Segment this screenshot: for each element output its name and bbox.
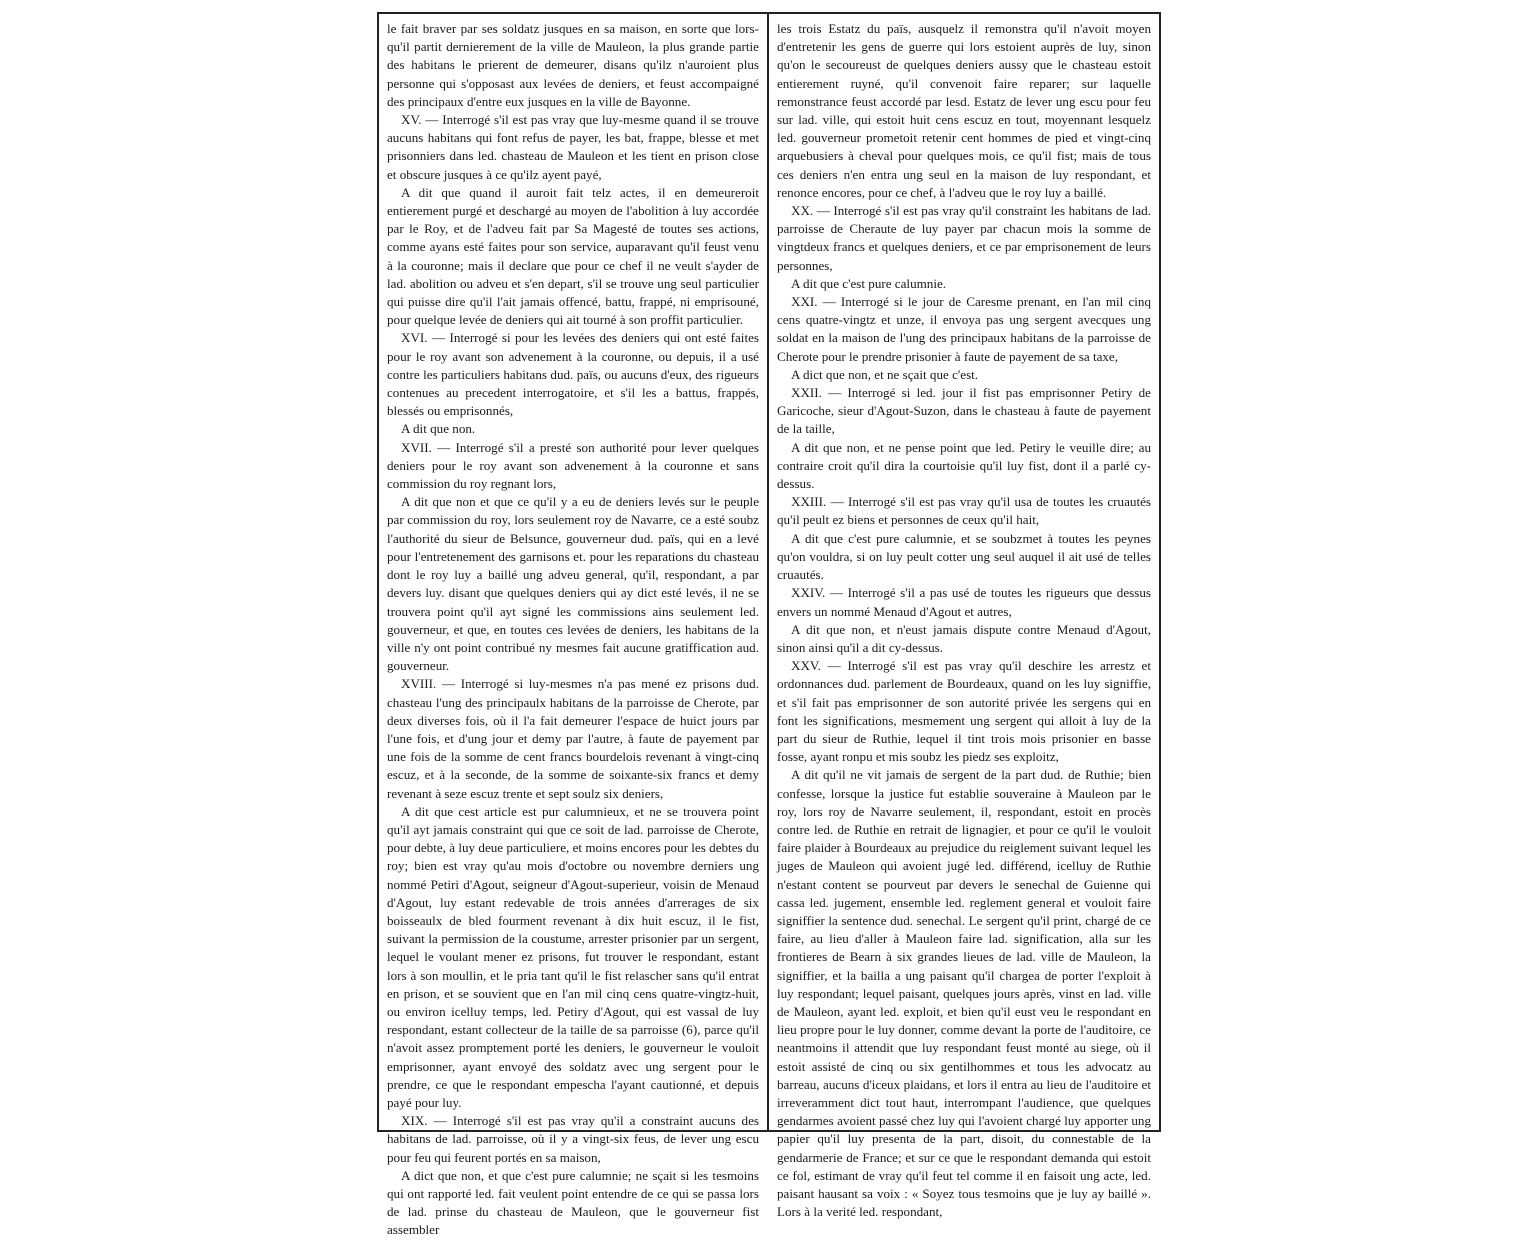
paragraph: XXIV. — Interrogé s'il a pas usé de toutes les rigueurs que dessus envers un nommé Menaud d'Agout et autres, <box>777 585 1151 619</box>
paragraph: XIX. — Interrogé s'il est pas vray qu'il a constraint aucuns des habitans de lad. parroisse, où il y a vingt-six feus, de lever ung escu pour feu qui feurent portés en sa maison, <box>387 1113 759 1165</box>
paragraph: A dit que quand il auroit fait telz actes, il en demeureroit entierement purgé et deschargé au moyen de l'abolition à luy accordée par le Roy, et de l'adveu fait par Sa Magesté de toutes ses actions, comme ayans esté faites pour son service, auparavant qu'il feust venu à la couronne; mais il declare que pour ce chef il ne veult s'ayder de lad. abolition ou adveu et s'en depart, s'il se trouve ung seul particulier qui puisse dire qu'il l'ait jamais offencé, battu, frappé, ni emprisouné, pour quelque levée de deniers qui ait tourné à son proffit particulier. <box>387 184 759 328</box>
paragraph: XVII. — Interrogé s'il a presté son authorité pour lever quelques deniers pour le roy avant son advenement à la couronne et sans commission du roy regnant lors, <box>387 439 759 492</box>
paragraph: A dit que cest article est pur calumnieux, et ne se trouvera point qu'il ayt jamais constraint qui que ce soit de lad. parroisse de Cherote, pour debte, à luy deue particuliere, et moins encores pour les debtes du roy; bien est vray qu'au mois d'octobre ou novembre derniers ung nommé Petiri d'Agout, seigneur d'Agout-superieur, voisin de Menaud d'Agout, luy estant redevable de trois années d'arrerages de six boisseaulx de bled fourment revenant à dix huit escuz, il le fist, suivant la permission de la coustume, arrester prisonier par un sergent, lequel le voulant mener ez prisons, fut trouver le respondant, estant lors à son moullin, et le pria tant qu'il le fist relascher sans qu'il entrat en prison, et se souvient que en l'an mil cinq cens quatre-vingtz-huit, ou environ icelluy temps, led. Petiry d'Agout, qui est vassal de luy respondant, estant collecteur de la taille de sa parroisse (6), parce qu'il n'avoit assez promptement porté les deniers, le gouverneur le vouloit emprisonner, ayant envoyé des soldatz avec ung sergent pour le prendre, ce que le respondant empescha l'ayant cautionné, et depuis payé pour luy. <box>387 803 759 1110</box>
paragraph: les trois Estatz du païs, ausquelz il remonstra qu'il n'avoit moyen d'entretenir les gens de guerre qui lors estoient auprès de luy, sinon qu'on le secoureust de quelques deniers aussy que le chasteau estoit entierement ruyné, qu'il convenoit faire reparer; sur laquelle remonstrance feust accordé par lesd. Estatz de lever ung escu pour feu sur lad. ville, qui estoit huit cens escuz en tout, moyennant lesquelz led. gouverneur prometoit retenir cent hommes de pied et vingt-cinq arquebusiers à cheval pour quelques mois, ce qu'il fist; mais de tous ces deniers n'en entra ung seul en la maison de luy respondant, et renonce encores, pour ce chef, à l'adveu que le roy luy a baillé. <box>777 21 1151 200</box>
paragraph: A dict que non, et que c'est pure calumnie; ne sçait si les tesmoins qui ont rapporté led. fait veulent point entendre de ce qui se passa lors de lad. prinse du chasteau de Mauleon, que le gouverneur fist assembler <box>387 1167 759 1238</box>
paragraph: A dit que non. <box>401 421 476 437</box>
paragraph: XXII. — Interrogé si led. jour il fist pas emprisonner Petiry de Garicoche, sieur d'Agout-Suzon, dans le chasteau à faute de payement de la taille, <box>777 385 1151 437</box>
paragraph: A dit que non et que ce qu'il y a eu de deniers levés sur le peuple par commission du roy, lors seulement roy de Navarre, ce a esté soubz l'authorité du sieur de Belsunce, gouverneur dud. païs, qui en a levé pour l'entretenement des garnisons et. pour les reparations du chasteau dont le roy luy a baillé ung adveu general, qu'il, respondant, a par devers luy. disant que quelques deniers qui ay dict esté levés, il ne se trouvera point qu'il ayt signé les commissions ains seulement led. gouverneur, et que, en toutes ces levées de deniers, les habitans de la ville n'y ont point contribué ny mesmes fait aucune gratiffication aud. gouverneur. <box>387 494 759 674</box>
paragraph: le fait braver par ses soldatz jusques en sa maison, en sorte que lors-qu'il partit dernierement de la ville de Mauleon, la plus grande partie des habitans le prierent de demeurer, disans qu'ilz n'auroient plus personne qui s'opposast aux levées de deniers, et feust accompaigné des principaux d'entre eux jusques en la ville de Bayonne. <box>387 21 759 109</box>
right-column <box>769 14 1159 1220</box>
paragraph: A dict que non, et ne sçait que c'est. <box>791 366 979 382</box>
paragraph: A dit qu'il ne vit jamais de sergent de la part dud. de Ruthie; bien confesse, lorsque la justice fut establie souveraine à Mauleon par le roy, lors roy de Navarre seulement, il, respondant, estoit en procès contre led. de Ruthie en retrait de lignagier, et pour ce qu'il le vouloit faire plaider à Bourdeaux au prejudice du reiglement suivant lequel les juges de Mauleon qui avoient jugé led. différend, icelluy de Ruthie n'estant content se pourveut par devers le senechal de Guienne qui cassa led. jugement, ensemble led. reglement general et vouloit faire signiffier la sentence dud. senechal. Le sergent qu'il print, chargé de ce faire, au lieu d'aller à Mauleon faire lad. signification, alla sur les frontieres de Bearn à six grandes lieues de lad. ville de Mauleon, la signiffier, et la bailla a ung paisant qu'il chargea de porter l'exploit à luy respondant; lequel paisant, quelques jours après, vinst en lad. ville de Mauleon, ayant led. exploit, et bien qu'il eust veu le respondant en lieu propre pour le luy donner, comme devant la porte de l'auditoire, ce neantmoins il attendit que luy respondant feust monté au siege, où il estoit assisté de cinq ou six gentilhommes et tous les advocatz au barreau, aucuns d'iceux plaidans, et lors il entra au lieu de l'auditoire et irreveramment dict tout haut, interrompant l'audience, que quelques gendarmes avoient passé chez luy qui l'avoient chargé luy apporter ung papier qu'il luy presenta de la part, disoit, du connestable de la gendarmerie de France; et sur ce que le respondant demanda qui estoit ce fol, estimant de vray qu'il feut tel comme il en faisoit ung acte, led. paisant hausant sa voix : « Soyez tous tesmoins que je luy ay baillé ». Lors à la verité led. respondant, <box>777 767 1151 1220</box>
paragraph: XX. — Interrogé s'il est pas vray qu'il constraint les habitans de lad. parroisse de Cheraute de luy payer par chacun mois la somme de vingtdeux francs et quelques deniers, et ce par emprisonement de leurs personnes, <box>777 203 1151 273</box>
paragraph: A dit que c'est pure calumnie. <box>791 275 947 291</box>
left-column <box>379 14 769 1238</box>
paragraph: XVIII. — Interrogé si luy-mesmes n'a pas mené ez prisons dud. chasteau l'ung des principaulx habitans de la parroisse de Cherote, par deux diverses fois, où il l'a fait demeurer l'espace de huict jours par l'une fois, et d'ung jour et demy par l'autre, à faute de payement par une fois de la somme de cent francs bourdelois revenant à vingt-cinq escuz, et à la seconde, de la somme de soixante-six francs et demy revenant à seze escuz trente et sept soulz six deniers, <box>387 676 759 801</box>
paragraph: XXIII. — Interrogé s'il est pas vray qu'il usa de toutes les cruautés qu'il peult ez biens et personnes de ceux qu'il hait, <box>777 494 1151 528</box>
paragraph: A dit que non, et ne pense point que led. Petiry le veuille dire; au contraire croit qu'il dira la courtoisie qu'il luy fist, dont il a parlé cy-dessus. <box>777 439 1151 492</box>
paragraph: A dit que non, et n'eust jamais dispute contre Menaud d'Agout, sinon ainsi qu'il a dit cy-dessus. <box>777 621 1151 655</box>
paragraph: XVI. — Interrogé si pour les levées des deniers qui ont esté faites pour le roy avant son advenement à la couronne, ou depuis, il a usé contre les particuliers habitans dud. païs, ou aucuns d'eux, des rigueurs contenues au precedent interrogatoire, et s'il les a battus, frappés, blessés ou emprisonnés, <box>387 330 759 419</box>
paragraph: A dit que c'est pure calumnie, et se soubzmet à toutes les peynes qu'on vouldra, si on luy peult cotter ung seul auquel il ait usé de telles cruautés. <box>777 530 1151 583</box>
paragraph: XXI. — Interrogé si le jour de Caresme prenant, en l'an mil cinq cens quatre-vingtz et unze, il envoya pas ung sergent avecques ung soldat en la maison de l'ung des principaux habitans de la parroisse de Cherote pour le prendre prisonier à faute de payement de sa taxe, <box>777 294 1151 364</box>
document-frame <box>377 12 1161 1238</box>
paragraph: XV. — Interrogé s'il est pas vray que luy-mesme quand il se trouve aucuns habitans qui font refus de payer, les bat, frappe, blesse et met prisonniers dans led. chasteau de Mauleon et les tient en prison close et obscure jusques à ce qu'ilz ayent payé, <box>387 112 759 182</box>
paragraph: XXV. — Interrogé s'il est pas vray qu'il deschire les arrestz et ordonnances dud. parlement de Bourdeaux, quand on les luy signiffie, et s'il fait pas emprisonner de son autorité privée les sergens qui en font les significations, mesmement ung sergent qui alloit à luy de la part du sieur de Ruthie, lequel il tint trois mois prisonier en basse fosse, ayant ronpu et mis soubz les piedz ses exploitz, <box>777 658 1151 765</box>
